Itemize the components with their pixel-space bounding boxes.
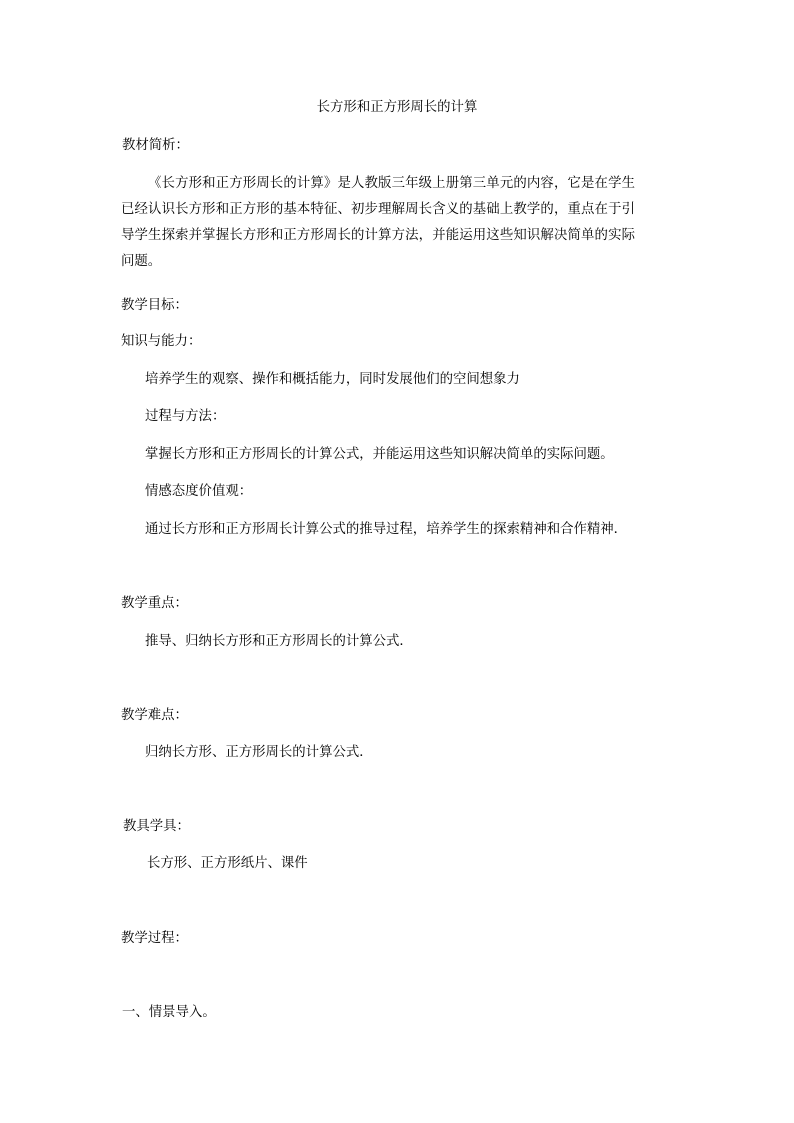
process-heading: 过程与方法： <box>145 409 226 424</box>
knowledge-text: 培养学生的观察、操作和概括能力，同时发展他们的空间想象力 <box>145 372 520 387</box>
difficulty-text: 归纳长方形、正方形周长的计算公式． <box>145 745 373 760</box>
step-1-heading: 一、情景导入。 <box>122 1005 216 1020</box>
document-title: 长方形和正方形周长的计算 <box>316 100 478 115</box>
analysis-heading: 教材简析： <box>122 138 189 153</box>
process-text: 掌握长方形和正方形周长的计算公式，并能运用这些知识解决简单的实际问题。 <box>145 447 614 462</box>
tools-heading: 教具学具： <box>123 819 190 834</box>
analysis-paragraph: 《长方形和正方形周长的计算》是人教版三年级上册第三单元的内容，它是在学生已经认识长方形和正方形的基本特征、初步理解周长含义的基础上教学的，重点在于引导学生探索并掌握长方形和正方形周长的计算方法，并能运用这些知识解决简单的实际问题。 <box>121 176 635 269</box>
key-text: 推导、归纳长方形和正方形周长的计算公式． <box>145 634 413 649</box>
emotion-text: 通过长方形和正方形周长计算公式的推导过程，培养学生的探索精神和合作精神． <box>145 522 628 537</box>
procedure-heading: 教学过程： <box>121 931 188 946</box>
knowledge-heading: 知识与能力： <box>121 334 202 349</box>
tools-text: 长方形、正方形纸片、课件 <box>147 856 308 871</box>
key-heading: 教学重点： <box>121 596 188 611</box>
emotion-heading: 情感态度价值观： <box>145 484 253 499</box>
goals-heading: 教学目标： <box>121 298 188 313</box>
difficulty-heading: 教学难点： <box>121 708 188 723</box>
